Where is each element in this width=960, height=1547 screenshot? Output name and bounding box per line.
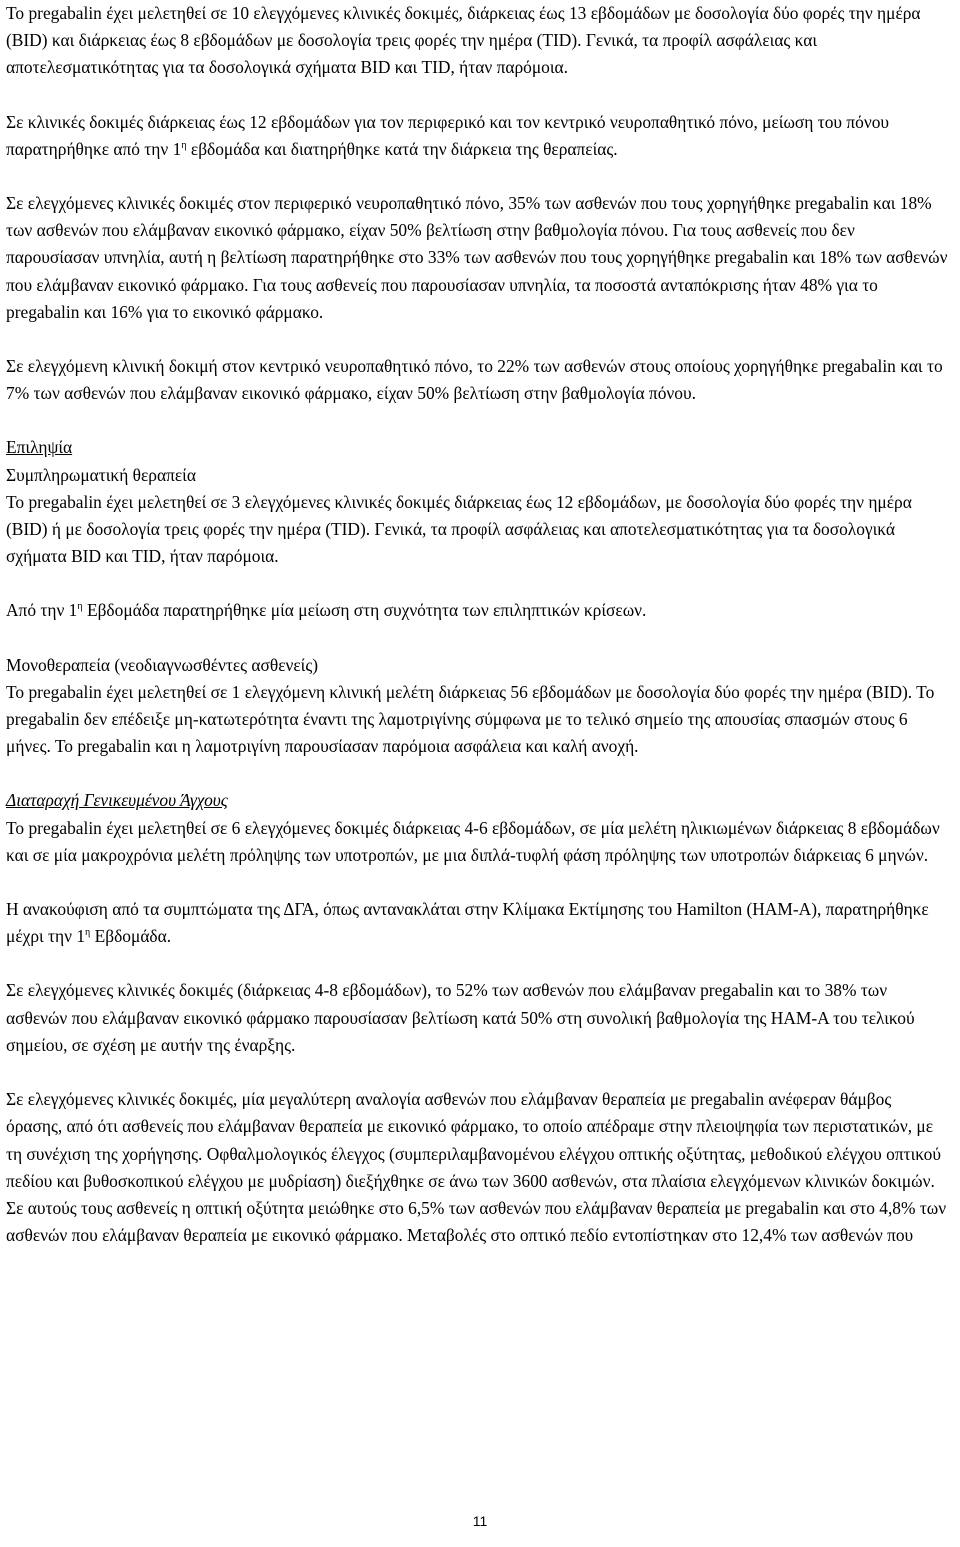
superscript-eta: η xyxy=(85,927,91,939)
paragraph-central-pain: Σε ελεγχόμενη κλινική δοκιμή στον κεντρικό νευροπαθητικό πόνο, το 22% των ασθενών στους οποίους χορηγήθηκε pregabalin και το 7% των ασθενών που ελάμβαναν εικονικό φάρμακο, είχαν 50% βελτίωση στην βαθμολογία πόνου. xyxy=(6,356,943,404)
section-heading-gad: Διαταραχή Γενικευμένου Άγχους xyxy=(6,790,228,811)
paragraph-peripheral-pain: Σε ελεγχόμενες κλινικές δοκιμές στον περιφερικό νευροπαθητικό πόνο, 35% των ασθενών που τους χορηγήθηκε pregabalin και 18% των ασθενών που ελάμβαναν εικονικό φάρμακο, είχαν 50% βελτίωση στην βαθμολογία πόνου. Για τους ασθενείς που δεν παρουσίασαν υπνηλία, αυτή η βελτίωση παρατηρήθηκε στο 33% των ασθενών που τους χορηγήθηκε pregabalin και 18% των ασθενών που ελάμβαναν εικονικό φάρμακο. Για τους ασθενείς που παρουσίασαν υπνηλία, τα ποσοστά ανταπόκρισης ήταν 48% για το pregabalin και 16% για το εικονικό φάρμακο. xyxy=(6,193,948,322)
paragraph-gad-response: Σε ελεγχόμενες κλινικές δοκιμές (διάρκειας 4-8 εβδομάδων), το 52% των ασθενών που ελάμβαναν pregabalin και το 38% των ασθενών που ελάμβαναν εικονικό φάρμακο παρουσίασαν βελτίωση κατά 50% στη συνολική βαθμολογία της HAM-A του τελικού σημείου, σε σχέση με αυτήν της έναρξης. xyxy=(6,980,915,1055)
paragraph-epilepsy-trials: Το pregabalin έχει μελετηθεί σε 3 ελεγχόμενες κλινικές δοκιμές διάρκειας έως 12 εβδομάδων, με δοσολογία δύο φορές την ημέρα (BID) ή με δοσολογία τρεις φορές την ημέρα (TID). Γενικά, τα προφίλ ασφάλειας και αποτελεσματικότητας για τα δοσολογικά σχήματα BID και TID, ήταν παρόμοια. xyxy=(6,491,912,567)
subheading-monotherapy: Μονοθεραπεία (νεοδιαγνωσθέντες ασθενείς) xyxy=(6,654,319,675)
paragraph-trials-overview: Το pregabalin έχει μελετηθεί σε 10 ελεγχόμενες κλινικές δοκιμές, διάρκειας έως 13 εβδομάδων με δοσολογία δύο φορές την ημέρα (BID) και διάρκειας έως 8 εβδομάδων με δοσολογία τρεις φορές την ημέρα (TID). Γενικά, τα προφίλ ασφάλειας και αποτελεσματικότητας για τα δοσολογικά σχήματα BID και TID, ήταν παρόμοια. xyxy=(6,3,921,78)
paragraph-gad-trials: Το pregabalin έχει μελετηθεί σε 6 ελεγχόμενες δοκιμές διάρκειας 4-6 εβδομάδων, σε μία μελέτη ηλικιωμένων διάρκειας 8 εβδομάδων και σε μία μακροχρόνια μελέτη πρόληψης των υποτροπών, με μια διπλά-τυφλή φάση πρόληψης των υποτροπών διάρκειας 6 μηνών. xyxy=(6,817,940,865)
paragraph-ham-a-relief-text-b: Εβδομάδα. xyxy=(90,926,172,947)
paragraph-seizure-reduction-text-b: Εβδομάδα παρατηρήθηκε μία μείωση στη συχνότητα των επιληπτικών κρίσεων. xyxy=(82,600,647,621)
subheading-adjunctive-therapy: Συμπληρωματική θεραπεία xyxy=(6,464,196,485)
paragraph-pain-reduction xyxy=(6,109,950,163)
superscript-eta: η xyxy=(181,139,187,151)
paragraph-ham-a-relief-text-a: Η ανακούφιση από τα συμπτώματα της ΔΓΑ, όπως αντανακλάται στην Κλίμακα Εκτίμησης του Hamilton (HAM-A), παρατηρήθηκε μέχρι την 1 xyxy=(6,899,929,947)
paragraph-pain-reduction-text-b: εβδομάδα και διατηρήθηκε κατά την διάρκεια της θεραπείας. xyxy=(186,138,618,159)
superscript-eta: η xyxy=(77,601,83,613)
document-page xyxy=(6,0,950,1249)
paragraph-seizure-reduction xyxy=(6,597,950,624)
paragraph-ham-a-relief xyxy=(6,896,950,950)
paragraph-seizure-reduction-text-a: Από την 1 xyxy=(6,600,78,621)
page-number: 11 xyxy=(472,1513,488,1529)
paragraph-pain-reduction-text-a: Σε κλινικές δοκιμές διάρκειας έως 12 εβδομάδων για τον περιφερικό και τον κεντρικό νευροπαθητικό πόνο, μείωση του πόνου παρατηρήθηκε από την 1 xyxy=(6,111,890,159)
paragraph-visual-effects: Σε ελεγχόμενες κλινικές δοκιμές, μία μεγαλύτερη αναλογία ασθενών που ελάμβαναν θεραπεία με pregabalin ανέφεραν θάμβος όρασης, από ότι ασθενείς που ελάμβαναν θεραπεία με εικονικό φάρμακο, το οποίο απέδραμε στην πλειοψηφία των περιστατικών, με τη συνέχιση της χορήγησης. Οφθαλμολογικός έλεγχος (συμπεριλαμβανομένου ελέγχου οπτικής οξύτητας, μεθοδικού ελέγχου οπτικού πεδίου και βυθοσκοπικού ελέγχου με μυδρίαση) διεξήχθηκε σε άνω των 3600 ασθενών, στα πλαίσια ελεγχόμενων κλινικών δοκιμών. Σε αυτούς τους ασθενείς η οπτική οξύτητα μειώθηκε στο 6,5% των ασθενών που ελάμβαναν θεραπεία με pregabalin και στο 4,8% των ασθενών που ελάμβαναν θεραπεία με εικονικό φάρμακο. Μεταβολές στο οπτικό πεδίο εντοπίστηκαν στο 12,4% των ασθενών που xyxy=(6,1089,947,1246)
section-heading-epilepsy: Επιληψία xyxy=(6,437,73,458)
paragraph-monotherapy: Το pregabalin έχει μελετηθεί σε 1 ελεγχόμενη κλινική μελέτη διάρκειας 56 εβδομάδων με δοσολογία δύο φορές την ημέρα (BID). Το pregabalin δεν επέδειξε μη-κατωτερότητα έναντι της λαμοτριγίνης σύμφωνα με το τελικό σημείο της απουσίας σπασμών στους 6 μήνες. Το pregabalin και η λαμοτριγίνη παρουσίασαν παρόμοια ασφάλεια και καλή ανοχή. xyxy=(6,681,935,757)
